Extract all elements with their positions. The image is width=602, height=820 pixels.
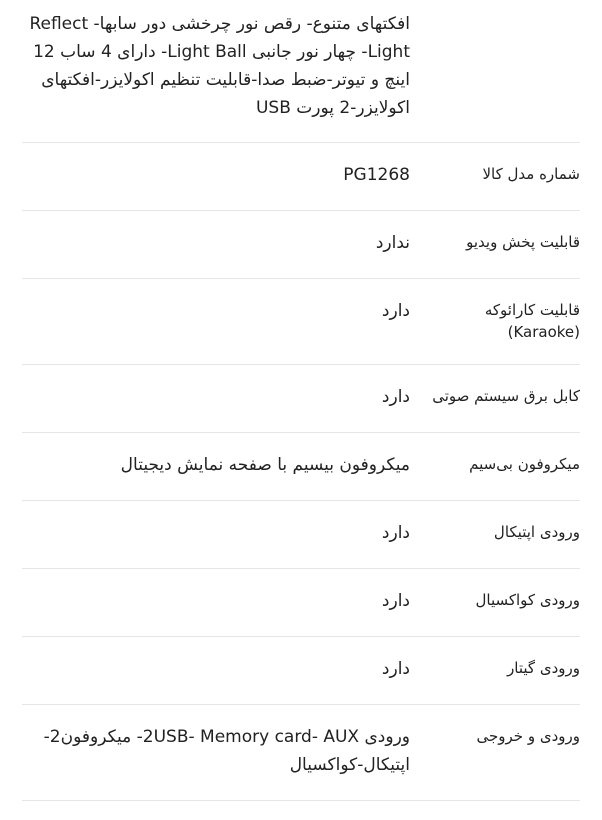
spec-label: کابل برق سیستم صوتی bbox=[432, 387, 580, 405]
spec-row-optical-input bbox=[22, 501, 580, 569]
spec-value: افکتهای متنوع- رقص نور چرخشی دور سابها- Reflect Light- چهار نور جانبی Light Ball- دارای 4 ساب 12 اینچ و تیوتر-ضبط صدا-قابلیت تنظیم اکولایزر-افکتهای اکولایزر-2 پورت USB bbox=[29, 14, 410, 118]
spec-label: ورودی کواکسیال bbox=[475, 591, 580, 609]
spec-label: قابلیت پخش ویدیو bbox=[466, 233, 580, 251]
spec-label: قابلیت کارائوکه (Karaoke) bbox=[484, 301, 580, 341]
product-specs-table bbox=[22, 0, 580, 801]
spec-row-coaxial-input bbox=[22, 569, 580, 637]
spec-label: ورودی اپتیکال bbox=[493, 523, 580, 541]
spec-value: PG1268 bbox=[343, 165, 410, 185]
spec-value: دارد bbox=[381, 387, 410, 407]
spec-value: میکروفون بیسیم با صفحه نمایش دیجیتال bbox=[120, 455, 410, 475]
spec-row-power-cable bbox=[22, 365, 580, 433]
spec-label: میکروفون بی‌سیم bbox=[469, 455, 580, 473]
spec-value: ندارد bbox=[375, 233, 410, 253]
spec-label: ورودی و خروجی bbox=[476, 727, 580, 745]
spec-row-video-playback bbox=[22, 211, 580, 279]
spec-value: دارد bbox=[381, 659, 410, 679]
spec-row-inputs-outputs bbox=[22, 705, 580, 801]
spec-row-wireless-microphone bbox=[22, 433, 580, 501]
spec-row-model-number bbox=[22, 143, 580, 211]
spec-value: ورودی 2USB- Memory card- AUX- میکروفون2-اپتیکال-کواکسیال bbox=[43, 727, 410, 775]
spec-value: دارد bbox=[381, 591, 410, 611]
spec-value: دارد bbox=[381, 301, 410, 321]
spec-label: ورودی گیتار bbox=[507, 659, 580, 677]
spec-label bbox=[410, 10, 580, 12]
spec-value: دارد bbox=[381, 523, 410, 543]
spec-row-karaoke bbox=[22, 279, 580, 365]
spec-row-features bbox=[22, 0, 580, 143]
spec-label: شماره مدل کالا bbox=[482, 165, 580, 183]
spec-row-guitar-input bbox=[22, 637, 580, 705]
